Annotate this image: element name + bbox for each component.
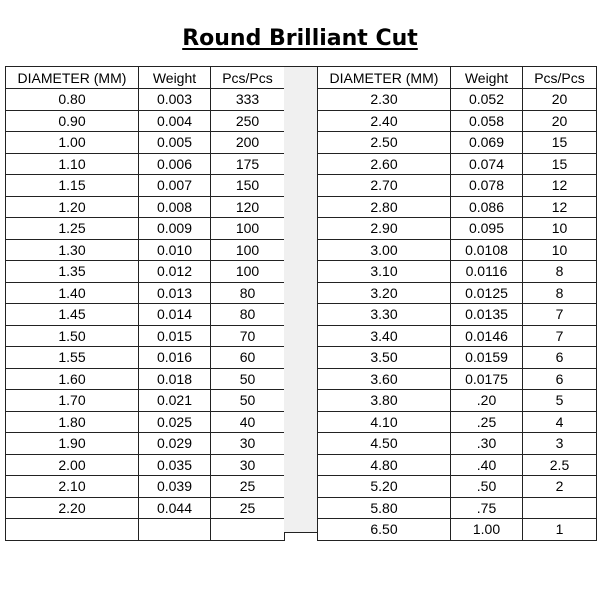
cell-pcs: 10 [523,218,597,240]
table-row [318,476,597,498]
cell-pcs: 100 [211,261,285,283]
cell-pcs: 12 [523,175,597,197]
table-row [6,368,285,390]
cell-diameter: 1.80 [6,411,139,433]
right-size-table [317,66,597,541]
table-row [6,239,285,261]
cell-weight: 0.095 [451,218,523,240]
cell-diameter: 1.40 [6,282,139,304]
cell-weight: 0.015 [139,325,211,347]
header-pcs: Pcs/Pcs [523,67,597,89]
cell-diameter: 1.20 [6,196,139,218]
cell-weight: 0.0135 [451,304,523,326]
cell-pcs: 8 [523,282,597,304]
cell-weight: 0.086 [451,196,523,218]
cell-weight: 0.007 [139,175,211,197]
left-size-table [5,66,285,541]
table-row [318,110,597,132]
table-row [318,239,597,261]
cell-pcs: 8 [523,261,597,283]
cell-pcs: 120 [211,196,285,218]
cell-diameter: 3.00 [318,239,451,261]
header-weight: Weight [451,67,523,89]
cell-pcs: 2.5 [523,454,597,476]
table-row [6,175,285,197]
cell-diameter: 1.00 [6,132,139,154]
table-row [6,454,285,476]
cell-diameter: 3.10 [318,261,451,283]
table-row [6,132,285,154]
cell-diameter: 2.30 [318,89,451,111]
cell-diameter: 0.80 [6,89,139,111]
cell-pcs: 30 [211,454,285,476]
cell-diameter: 1.50 [6,325,139,347]
table-row [318,519,597,541]
cell-weight: 0.012 [139,261,211,283]
cell-weight: 0.029 [139,433,211,455]
cell-diameter: 2.70 [318,175,451,197]
table-row [6,261,285,283]
cell-pcs: 15 [523,132,597,154]
cell-pcs: 50 [211,368,285,390]
table-row [6,497,285,519]
cell-diameter: 2.50 [318,132,451,154]
cell-pcs: 50 [211,390,285,412]
cell-pcs: 175 [211,153,285,175]
cell-pcs: 333 [211,89,285,111]
cell-weight: 0.058 [451,110,523,132]
cell-pcs: 25 [211,476,285,498]
table-row [318,454,597,476]
table-row [6,218,285,240]
table-row [6,411,285,433]
table-row [6,325,285,347]
cell-diameter: 2.10 [6,476,139,498]
cell-diameter: 3.30 [318,304,451,326]
table-row [6,347,285,369]
cell-pcs: 7 [523,325,597,347]
cell-diameter: 3.80 [318,390,451,412]
cell-pcs: 30 [211,433,285,455]
cell-diameter: 4.10 [318,411,451,433]
cell-diameter: 1.35 [6,261,139,283]
cell-diameter: 2.00 [6,454,139,476]
table-row [318,153,597,175]
table-row [318,282,597,304]
cell-weight: 0.009 [139,218,211,240]
cell-weight: 0.004 [139,110,211,132]
cell-pcs: 7 [523,304,597,326]
table-row [318,261,597,283]
cell-pcs: 5 [523,390,597,412]
table-row [6,196,285,218]
header-row [318,67,597,89]
cell-diameter: 1.70 [6,390,139,412]
cell-pcs: 2 [523,476,597,498]
cell-pcs: 80 [211,304,285,326]
header-pcs: Pcs/Pcs [211,67,285,89]
cell-pcs: 6 [523,347,597,369]
cell-pcs [523,497,597,519]
table-row [318,390,597,412]
cell-diameter: 3.20 [318,282,451,304]
cell-weight: 0.035 [139,454,211,476]
cell-diameter: 5.80 [318,497,451,519]
cell-diameter: 5.20 [318,476,451,498]
cell-pcs: 100 [211,239,285,261]
table-row [318,411,597,433]
cell-diameter: 3.50 [318,347,451,369]
header-diameter: DIAMETER (MM) [318,67,451,89]
cell-weight: 0.003 [139,89,211,111]
cell-diameter: 1.55 [6,347,139,369]
cell-pcs: 20 [523,89,597,111]
cell-weight: 0.039 [139,476,211,498]
table-row [318,218,597,240]
cell-pcs: 15 [523,153,597,175]
cell-weight: 0.0108 [451,239,523,261]
table-row [318,325,597,347]
cell-diameter: 2.60 [318,153,451,175]
cell-diameter: 1.90 [6,433,139,455]
table-row [318,347,597,369]
cell-weight: .40 [451,454,523,476]
cell-weight: 0.014 [139,304,211,326]
cell-diameter: 1.10 [6,153,139,175]
cell-weight: 0.010 [139,239,211,261]
table-row [6,153,285,175]
cell-weight: 0.005 [139,132,211,154]
cell-diameter: 3.40 [318,325,451,347]
cell-weight: 0.044 [139,497,211,519]
cell-weight: 0.016 [139,347,211,369]
cell-pcs: 12 [523,196,597,218]
cell-weight: 0.006 [139,153,211,175]
table-row [6,110,285,132]
cell-weight: 0.008 [139,196,211,218]
cell-diameter: 3.60 [318,368,451,390]
cell-weight: .25 [451,411,523,433]
cell-weight: 0.078 [451,175,523,197]
table-row [318,433,597,455]
cell-diameter: 6.50 [318,519,451,541]
cell-diameter: 4.80 [318,454,451,476]
cell-diameter: 0.90 [6,110,139,132]
table-row [318,497,597,519]
table-row [6,476,285,498]
table-row [6,519,285,541]
cell-pcs: 10 [523,239,597,261]
cell-diameter: 1.60 [6,368,139,390]
table-row [6,89,285,111]
cell-diameter: 2.20 [6,497,139,519]
table-divider [284,66,317,533]
cell-weight: 0.013 [139,282,211,304]
cell-diameter: 1.25 [6,218,139,240]
table-row [318,196,597,218]
cell-weight: 0.0125 [451,282,523,304]
table-row [318,368,597,390]
cell-diameter: 2.80 [318,196,451,218]
cell-diameter: 2.90 [318,218,451,240]
cell-diameter [6,519,139,541]
cell-weight: 0.074 [451,153,523,175]
cell-pcs: 6 [523,368,597,390]
cell-pcs [211,519,285,541]
cell-diameter: 4.50 [318,433,451,455]
cell-diameter: 1.30 [6,239,139,261]
table-row [318,175,597,197]
table-row [318,304,597,326]
cell-pcs: 250 [211,110,285,132]
cell-weight: 0.021 [139,390,211,412]
cell-pcs: 1 [523,519,597,541]
cell-weight: .20 [451,390,523,412]
table-row [6,433,285,455]
cell-diameter: 1.45 [6,304,139,326]
cell-weight: 0.0159 [451,347,523,369]
cell-weight: 0.069 [451,132,523,154]
table-row [6,304,285,326]
header-diameter: DIAMETER (MM) [6,67,139,89]
cell-pcs: 70 [211,325,285,347]
page-title: Round Brilliant Cut [182,26,418,51]
cell-pcs: 25 [211,497,285,519]
cell-pcs: 150 [211,175,285,197]
table-row [318,132,597,154]
header-row [6,67,285,89]
cell-weight: .50 [451,476,523,498]
table-row [6,390,285,412]
cell-weight: 0.018 [139,368,211,390]
cell-weight: 0.0175 [451,368,523,390]
cell-pcs: 80 [211,282,285,304]
cell-pcs: 20 [523,110,597,132]
cell-pcs: 60 [211,347,285,369]
table-row [6,282,285,304]
cell-pcs: 3 [523,433,597,455]
cell-diameter: 1.15 [6,175,139,197]
table-row [318,89,597,111]
cell-weight: 0.0146 [451,325,523,347]
cell-weight: .30 [451,433,523,455]
cell-weight: 1.00 [451,519,523,541]
cell-pcs: 4 [523,411,597,433]
cell-weight: .75 [451,497,523,519]
cell-pcs: 200 [211,132,285,154]
cell-weight: 0.0116 [451,261,523,283]
cell-weight: 0.052 [451,89,523,111]
cell-weight: 0.025 [139,411,211,433]
cell-weight [139,519,211,541]
cell-diameter: 2.40 [318,110,451,132]
cell-pcs: 100 [211,218,285,240]
cell-pcs: 40 [211,411,285,433]
header-weight: Weight [139,67,211,89]
